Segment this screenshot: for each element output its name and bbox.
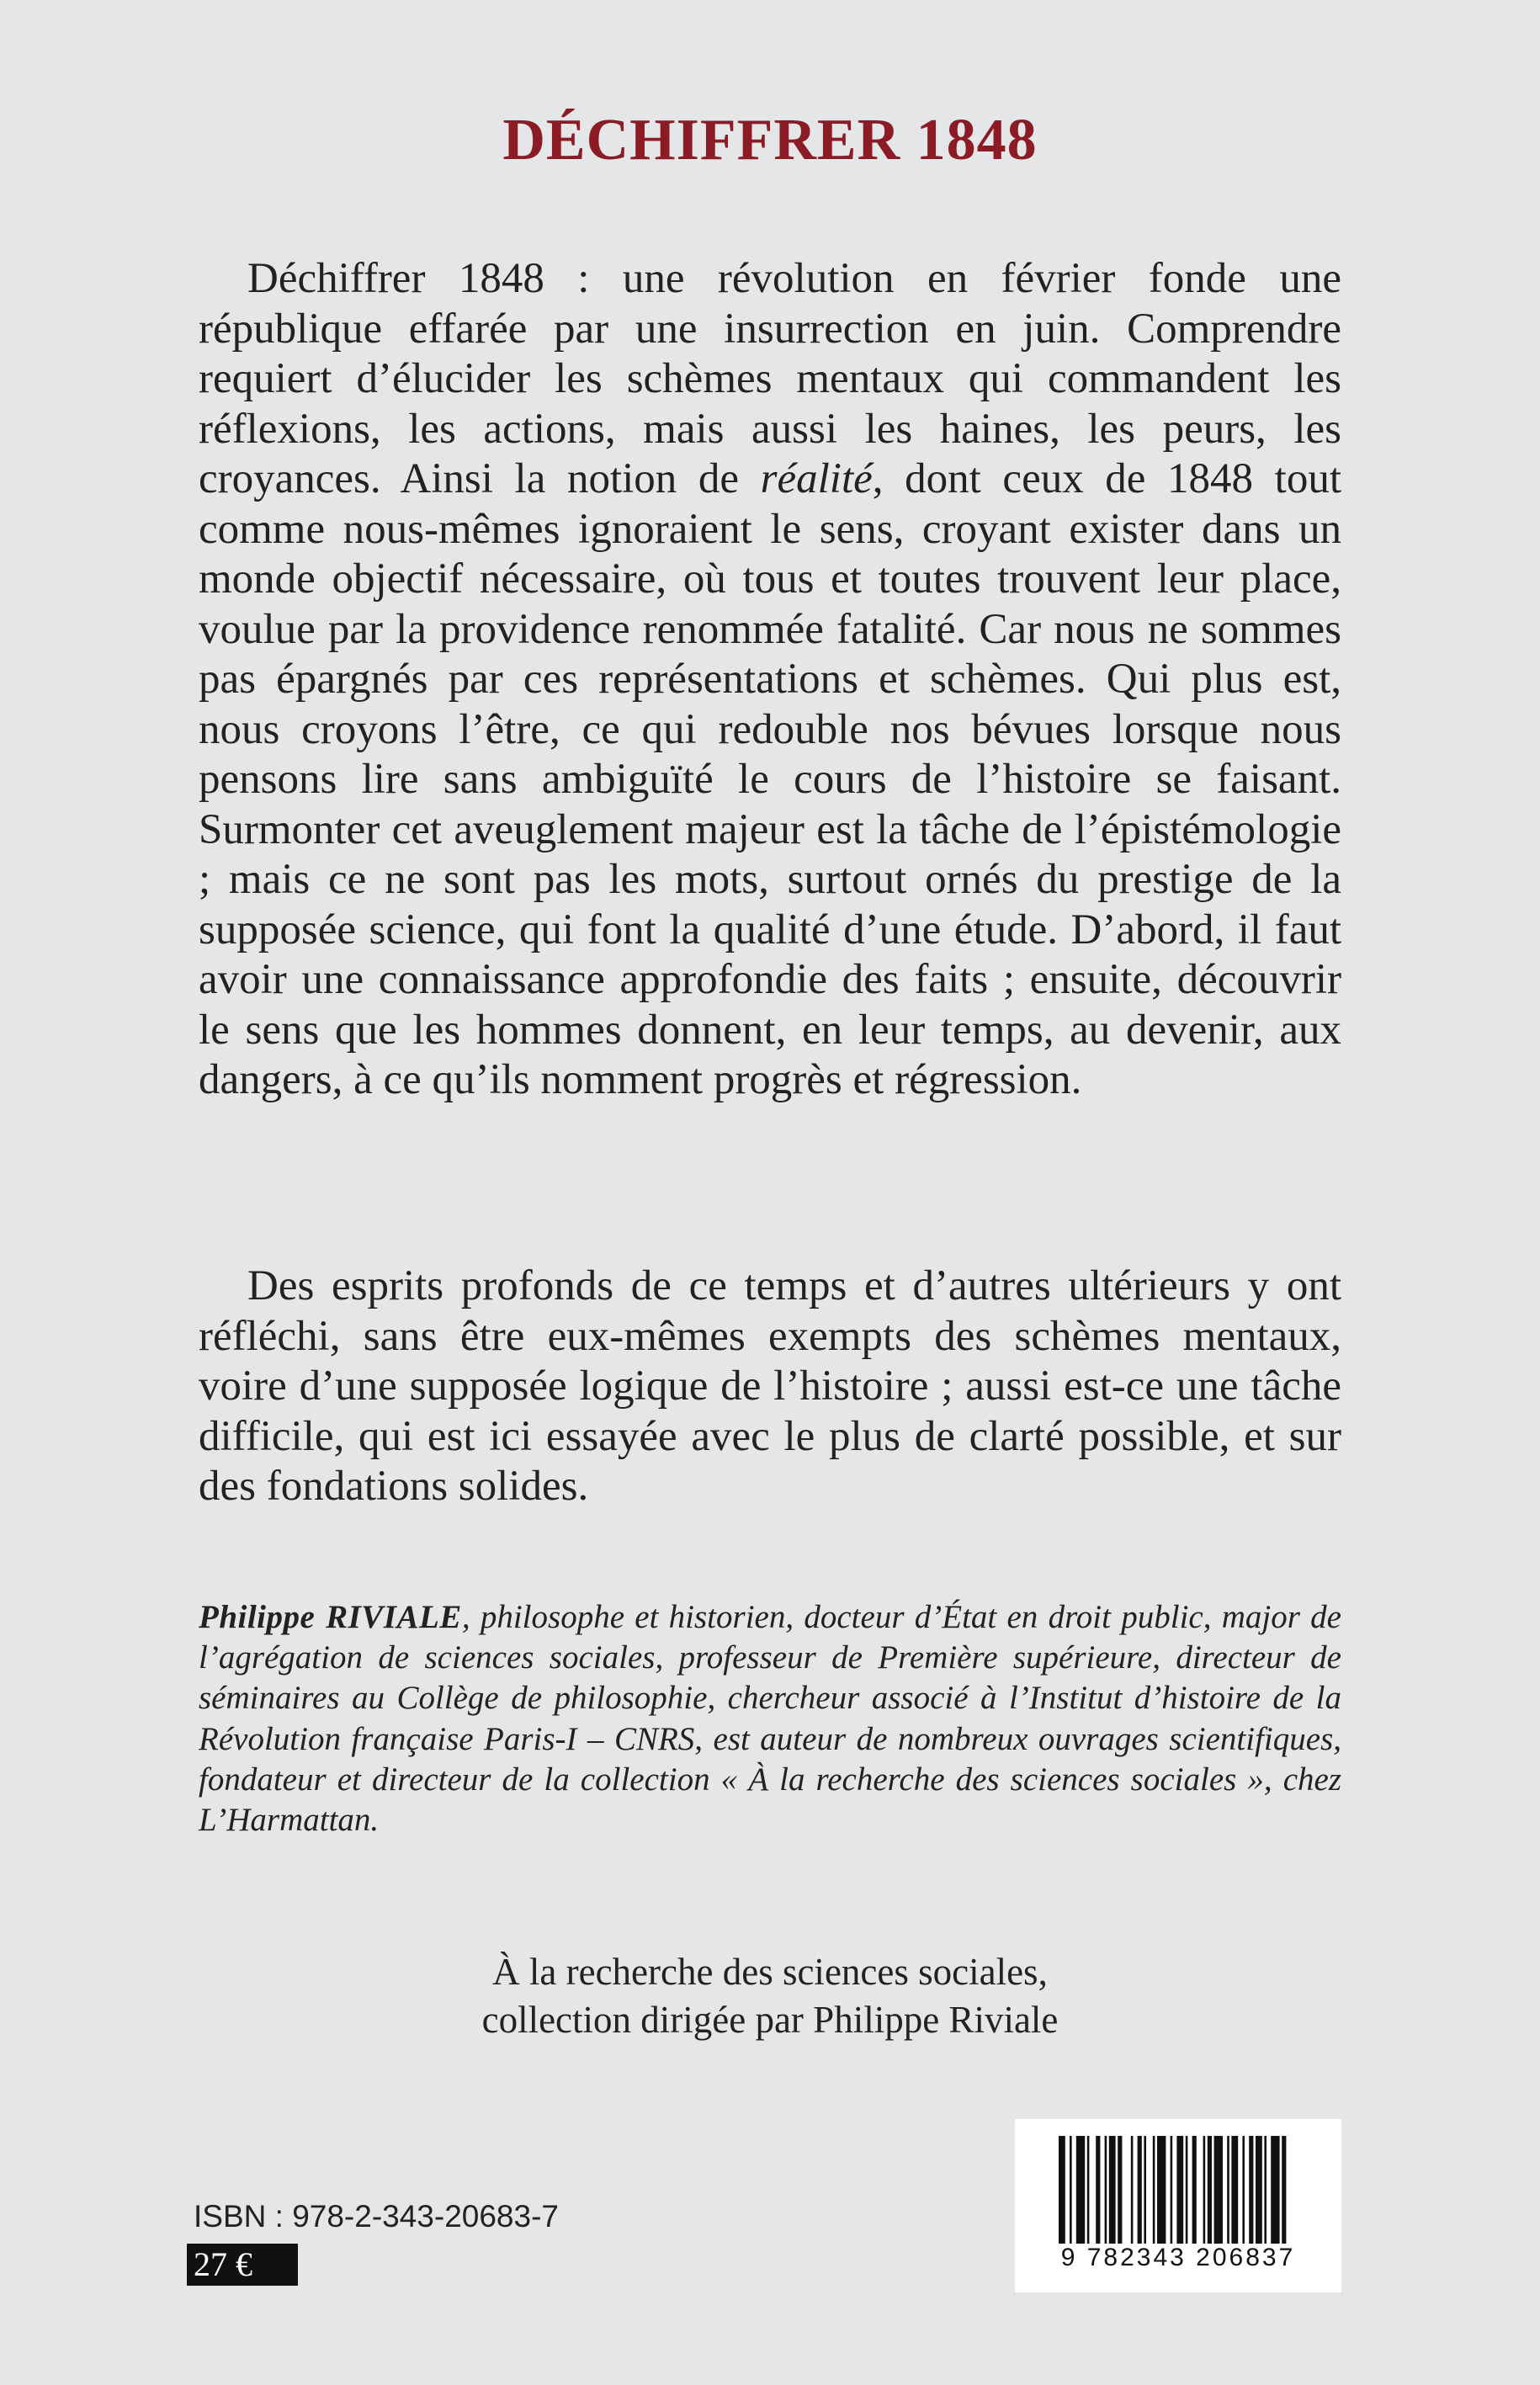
barcode-bar [1157,2136,1166,2244]
isbn-number: ISBN : 978-2-343-20683-7 [194,2199,559,2234]
barcode-bar [1138,2136,1142,2244]
barcode-bars-icon [1059,2136,1298,2244]
barcode-bar [1153,2136,1155,2244]
collection-line-1: À la recherche des sciences sociales, [492,1951,1048,1993]
blurb-paragraph-1 [199,254,1341,1106]
barcode-bar [1271,2136,1279,2244]
barcode-bar [1242,2136,1245,2244]
barcode-bar [1076,2136,1085,2244]
barcode-bar [1214,2136,1223,2244]
barcode-bar [1131,2136,1134,2244]
barcode-bar [1231,2136,1238,2244]
barcode-bar [1096,2136,1100,2244]
blurb-paragraph-2 [199,1262,1341,1512]
barcode-bar [1118,2136,1122,2244]
barcode-bar [1105,2136,1107,2244]
barcode-bar [1203,2136,1206,2244]
blurb-text-end: , dont ceux de 1848 tout comme nous-mêmes ignoraient le sens, croyant exister dans un monde objectif nécessaire, où tous et toutes trouvent leur place, voulue par la providence renommée fatalité. Car nous ne sommes pas épargnés par ces représentations et schèmes. Qui plus est, nous croyons l’être, ce qui redouble nos bévues lorsque nous pensons lire sans ambiguïté le cours de l’histoire se faisant. Surmonter cet aveuglement majeur est la tâche de l’épistémologie ; mais ce ne sont pas les mots, surtout ornés du prestige de la supposée science, qui font la qualité d’une étude. D’abord, il faut avoir une connaissance approfondie des faits ; ensuite, découvrir le sens que les hommes donnent, en leur temps, au devenir, aux dangers, à ce qu’ils nomment progrès et régression. [199,455,1342,1103]
barcode-bar [1249,2136,1253,2244]
barcode-bar [1087,2136,1090,2244]
blurb-text-start: Déchiffrer 1848 : une révolution en février fonde une république effarée par une insurrection en juin. Comprendre requiert d’élucider les schèmes mentaux qui commandent les réflexions, les actions, mais aussi les haines, les peurs, les croyances. Ainsi la notion de [199,255,1341,502]
book-title: DÉCHIFFRER 1848 [502,108,1038,173]
barcode-bar [1070,2136,1072,2244]
barcode-bar [1208,2136,1212,2244]
barcode-bar [1264,2136,1267,2244]
barcode-bar [1176,2136,1183,2244]
barcode-bar [1171,2136,1173,2244]
author-name: Philippe RIVIALE [199,1599,462,1635]
barcode-bar [1144,2136,1146,2244]
barcode [1015,2119,1341,2292]
barcode-bar [1192,2136,1197,2244]
blurb-paragraph-2-text: Des esprits profonds de ce temps et d’autres ultérieurs y ont réfléchi, sans être eux-mêmes exempts des schèmes mentaux, voire d’une supposée logique de l’histoire ; aussi est-ce une tâche difficile, qui est ici essayée avec le plus de clarté possible, et sur des fondations solides. [199,1262,1341,1510]
author-biography [199,1597,1341,1841]
barcode-bar [1109,2136,1116,2244]
barcode-bar [1282,2136,1286,2244]
blurb-italic-word: réalité [760,455,873,502]
collection-line-2: collection dirigée par Philippe Riviale [481,1999,1059,2041]
collection-credit [0,1948,1540,2044]
barcode-bar [1186,2136,1188,2244]
barcode-bar [1256,2136,1262,2244]
barcode-bar [1227,2136,1229,2244]
barcode-bar [1059,2136,1065,2244]
barcode-digits: 9 782343 206837 [1060,2244,1296,2271]
price-tag: 27 € [187,2244,298,2286]
author-bio-text: , philosophe et historien, docteur d’État en droit public, major de l’agrégation de sciences sociales, professeur de Première supérieure, directeur de séminaires au Collège de philosophie, chercheur associé à l’Institut d’histoire de la Révolution française Paris-I – CNRS, est auteur de nombreux ouvrages scientifiques, fondateur et directeur de la collection « À la recherche des sciences sociales », chez L’Harmattan. [199,1599,1341,1839]
